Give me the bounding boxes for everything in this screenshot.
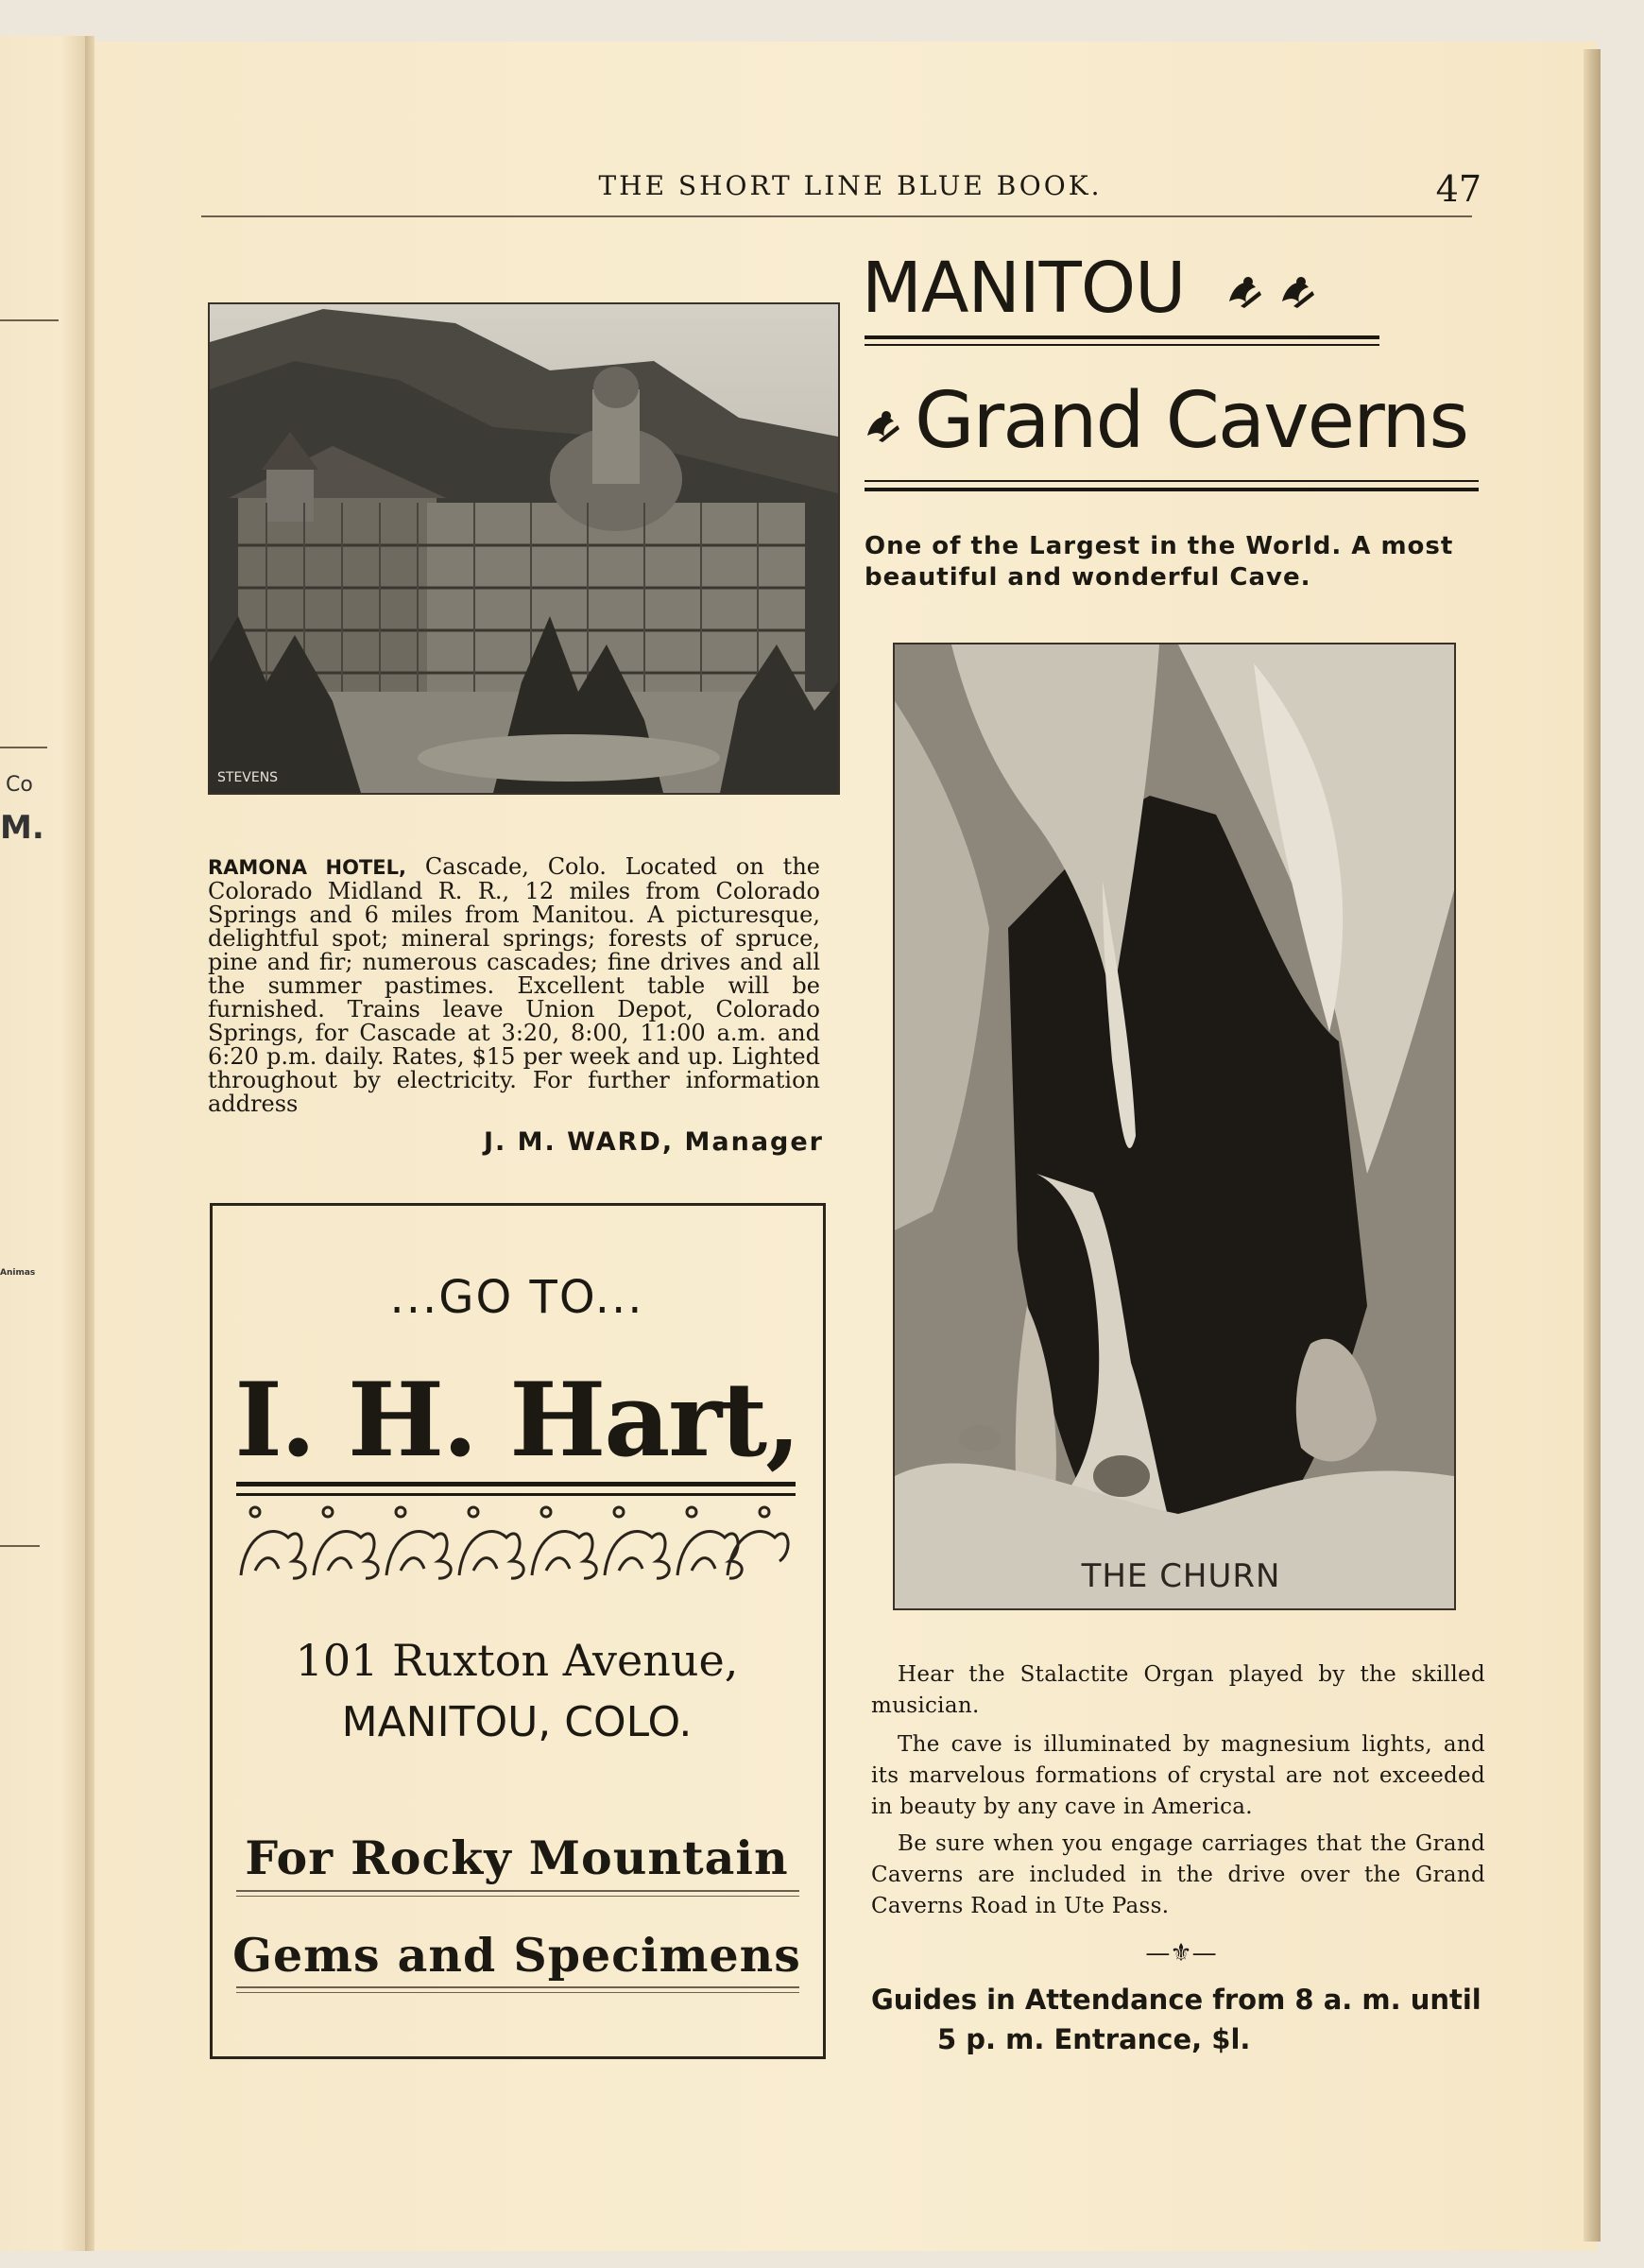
fleuron-icon: [1220, 268, 1324, 316]
caverns-paragraph: Hear the Stalactite Organ played by the skilled musician.: [871, 1662, 1485, 1718]
hotel-description-text: Cascade, Colo. Located on the Colorado Midland R. R., 12 miles from Colorado Springs and 6 miles from Manitou. A picturesque, delightful spot; mineral springs; forests of spruce, pine and fir; numerous cascades; fine drives and all the summer pastimes. Excellent table will be furnished. Trains leave Union Depot, Colorado Springs, for Cascade at 3:20, 8:00, 11:00 a.m. and 6:20 p.m. daily. Rates, $15 per week and up. Lighted throughout by electricity. For further information address: [208, 853, 820, 1117]
hart-name: I. H. Hart,: [234, 1361, 799, 1480]
hart-go-to: ...GO TO...: [389, 1271, 644, 1324]
hotel-photo: [208, 302, 840, 795]
hart-rule: [236, 1986, 799, 1988]
running-head: THE SHORT LINE BLUE BOOK.: [598, 170, 1103, 201]
left-fragment-m: M.: [0, 809, 44, 847]
caverns-rule: [865, 335, 1379, 339]
caverns-rule: [865, 488, 1479, 491]
page-edge: [1584, 49, 1601, 2242]
hotel-description: [208, 855, 820, 1116]
hart-rule: [236, 1493, 796, 1496]
hart-address-city: MANITOU, COLO.: [341, 1698, 693, 1746]
divider-ornament-icon: —⚜—: [1145, 1939, 1217, 1967]
caverns-subtitle: [862, 376, 1476, 466]
left-fragment-animas: Animas: [0, 1268, 36, 1278]
caverns-title: [862, 248, 1391, 329]
hart-address-street: 101 Ruxton Avenue,: [295, 1635, 739, 1686]
hart-ornament-border: [236, 1504, 796, 1586]
left-rule: [0, 1545, 40, 1547]
caverns-paragraph: Be sure when you engage carriages that the Grand Caverns are included in the drive over the Grand Caverns Road in Ute Pass.: [871, 1831, 1485, 1918]
caverns-guides-line-1: Guides in Attendance from 8 a. m. until: [871, 1984, 1481, 2016]
caverns-subtitle-text: Grand Caverns: [915, 376, 1468, 466]
cave-photo-caption: THE CHURN: [1081, 1557, 1281, 1595]
book-gutter: [85, 36, 94, 2251]
hart-rule: [236, 1890, 799, 1892]
caverns-title-text: MANITOU: [862, 248, 1186, 329]
hart-rule: [236, 1896, 799, 1897]
acanthus-ornament-icon: [236, 1504, 796, 1582]
hotel-name: RAMONA HOTEL,: [208, 856, 407, 879]
hart-rule: [236, 1482, 796, 1486]
caverns-guides-line-2: 5 p. m. Entrance, $l.: [937, 2023, 1251, 2055]
header-rule: [201, 215, 1472, 217]
fleuron-icon: [862, 400, 915, 447]
caverns-tagline: One of the Largest in the World. A most beautiful and wonderful Cave.: [865, 532, 1454, 592]
hart-tagline-1: For Rocky Mountain: [245, 1830, 789, 1885]
left-rule: [0, 319, 59, 321]
photo-signature: STEVENS: [217, 770, 279, 785]
left-fragment-co: Co: [6, 773, 33, 797]
left-rule: [0, 747, 47, 748]
hart-tagline-2: Gems and Specimens: [232, 1928, 801, 1983]
caverns-paragraph: The cave is illuminated by magnesium lights, and its marvelous formations of crystal are not exceeded in beauty by any cave in America.: [871, 1732, 1485, 1819]
caverns-guides: [871, 1980, 1485, 2059]
cave-illustration: [895, 644, 1454, 1608]
hotel-manager: J. M. WARD, Manager: [483, 1127, 824, 1157]
previous-page: [0, 36, 87, 2251]
hart-rule: [236, 1992, 799, 1993]
page-number: 47: [1435, 168, 1481, 210]
hotel-illustration: [210, 304, 838, 793]
caverns-rule: [865, 480, 1479, 482]
cave-photo: [893, 643, 1456, 1610]
caverns-rule: [865, 344, 1379, 346]
